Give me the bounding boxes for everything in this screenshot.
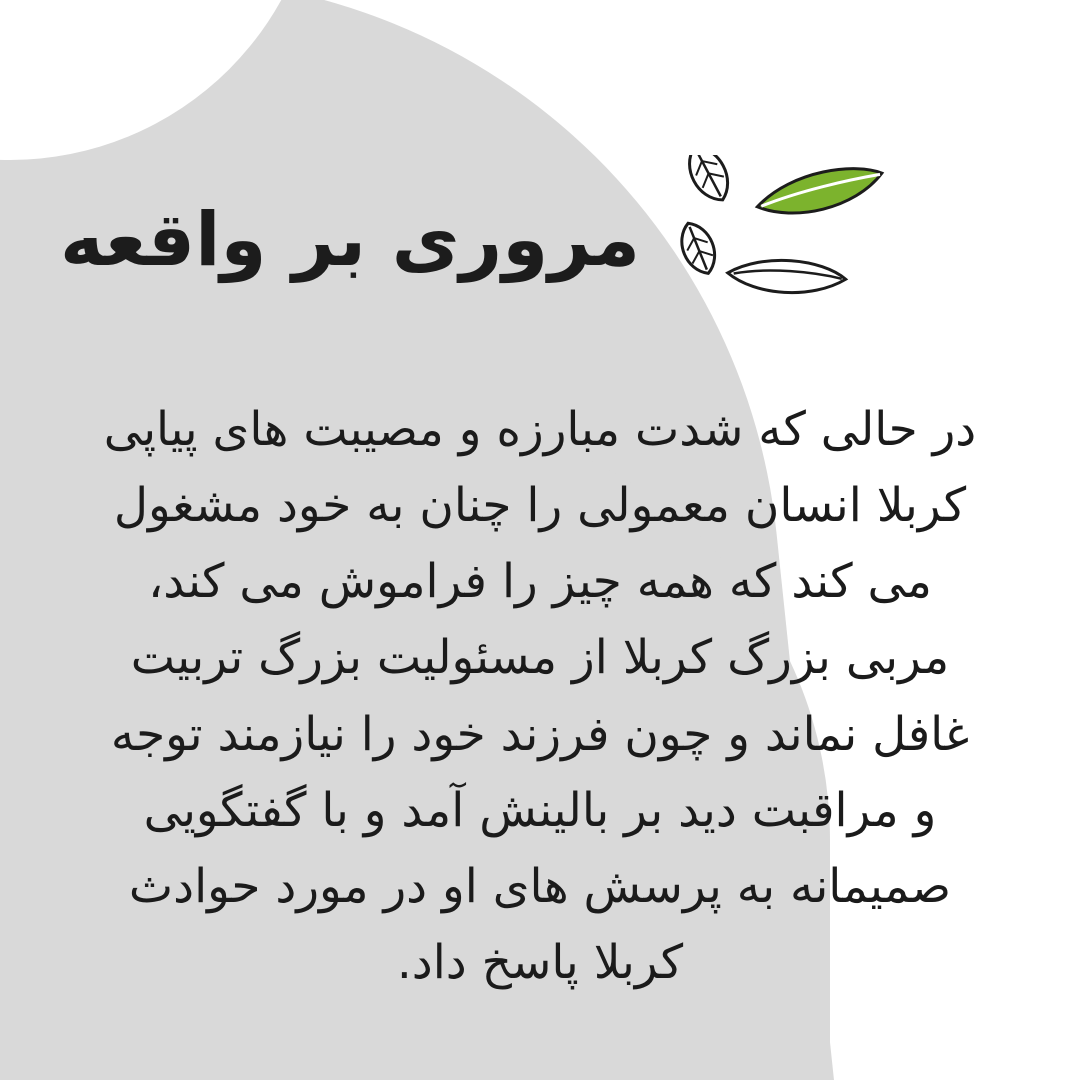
title-row [60,150,1020,331]
page-title: مروری بر واقعه [60,196,641,283]
leaves-ornament-icon [658,155,888,325]
body-paragraph: در حالی که شدت مبارزه و مصیبت های پیاپی کربلا انسان معمولی را چنان به خود مشغول می کند که همه چیز را فراموش می کند، مربی بزرگ کربلا از مسئولیت بزرگ تربیت غافل نماند و چون فرزند خود را نیازمند توجه و مراقبت دید بر بالینش آمد و با گفتگویی صمیمانه به پرسش های او در مورد حوادث کربلا پاسخ داد. [103,402,977,990]
